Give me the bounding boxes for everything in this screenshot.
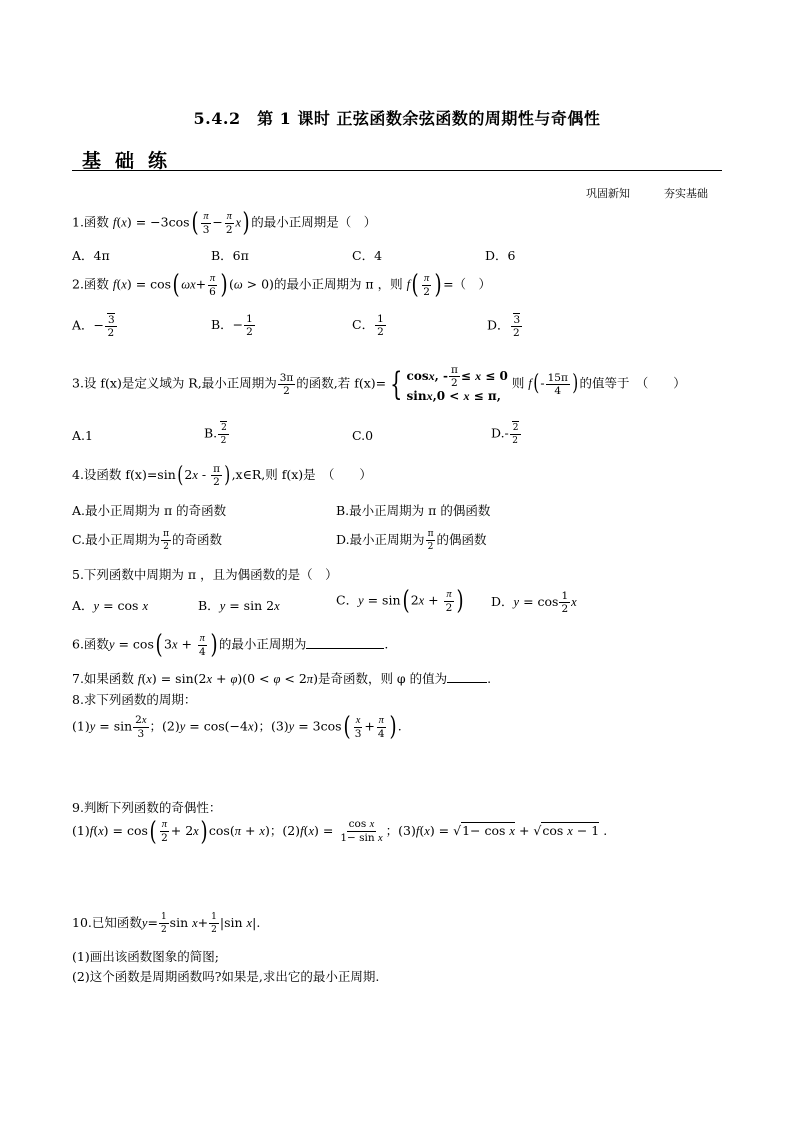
question-5: 5.下列函数中周期为 π ，且为偶函数的是（ ） bbox=[72, 567, 338, 582]
q3-option-a: A.1 bbox=[72, 428, 93, 443]
question-6: 6.函数y = cos( 3x + $\frac{\pi}{4}$ ) 的最小正周期为 . bbox=[72, 630, 389, 660]
question-10-part-1: (1)画出该函数图象的简图; bbox=[72, 949, 219, 964]
page-title: 5.4.2 第 1 课时 正弦函数余弦函数的周期性与奇偶性 bbox=[193, 109, 601, 128]
question-4: 4.设函数 f(x)=sin(2x - $\frac{\pi}{2}$ ),x∈R,则 f(x)是 （ ） bbox=[72, 462, 372, 488]
q3-option-c: C.0 bbox=[352, 428, 374, 443]
q1-option-b: B．6π bbox=[211, 248, 249, 263]
q1-option-c: C．4 bbox=[352, 248, 383, 263]
question-10: 10.已知函数y= $\frac{1}{2}$ sin x+ $\frac{1}{2}$ |sin x|. bbox=[72, 912, 261, 935]
tag-consolidate: 巩固新知 bbox=[586, 187, 630, 200]
question-3: 3.设 f(x)是定义域为 R,最小正周期为 $\frac{3\pi}{2}$ 的函数,若 f(x)= { cosx, - $\frac{\pi}{2}$ ≤ x ≤ 0 sinx,0 < x ≤ π, 则 f(- $\frac{15\pi}{4}$ )的值等于 （ ） bbox=[72, 364, 686, 403]
q5-option-b: B．y = sin 2x bbox=[198, 598, 280, 613]
q2-option-b: B．− $\frac{1}{2}$ bbox=[211, 313, 253, 338]
question-1: 1.函数 f(x) = −3cos( $\frac{\pi}{3}$ − $\frac{\pi}{2}$ x) 的最小正周期是（ ） bbox=[72, 208, 377, 238]
question-9: 9.判断下列函数的奇偶性： bbox=[72, 800, 222, 815]
q4-option-a: A.最小正周期为 π 的奇函数 bbox=[72, 503, 227, 518]
q6-answer-blank bbox=[306, 648, 384, 649]
section-heading: 基础练 bbox=[82, 150, 182, 172]
section-rule bbox=[72, 170, 722, 171]
q2-option-a: A．− $\frac{3}{2}$ bbox=[72, 314, 115, 339]
question-9-parts: (1)f(x) = cos( $\frac{\pi}{2}$ + 2x) cos(π + x)；(2)f(x) = $\frac{\text{cos x}}{\text{1− sin x}}$ ；(3)f(x) = √1− cos x + √cos x − 1 . bbox=[72, 816, 608, 847]
q5-option-c: C．y = sin( 2x + $\frac{\pi}{2}$ ) bbox=[336, 586, 464, 616]
q3-option-b: B. $\frac{2}{2}$ bbox=[204, 423, 227, 446]
q4-option-d: D.最小正周期为 $\frac{\pi}{2}$ 的偶函数 bbox=[336, 529, 487, 552]
q1-option-a: A．4π bbox=[72, 248, 110, 263]
q2-option-c: C． $\frac{1}{2}$ bbox=[352, 313, 384, 338]
question-2: 2.函数 f(x) = cos( ωx+ $\frac{\pi}{6}$ ) (ω > 0)的最小正周期为 π ，则 f( $\frac{\pi}{2}$ ) =（ ） bbox=[72, 270, 492, 300]
question-7: 7.如果函数 f(x) = sin(2x + φ)(0 < φ < 2π)是奇函数，则 φ 的值为 . bbox=[72, 671, 492, 686]
q5-option-a: A．y = cos x bbox=[72, 598, 148, 613]
question-8: 8.求下列函数的周期： bbox=[72, 692, 197, 707]
q5-option-d: D．y = cos $\frac{1}{2}$ x bbox=[491, 590, 577, 615]
q7-answer-blank bbox=[447, 682, 487, 683]
q2-option-d: D． $\frac{3}{2}$ bbox=[487, 314, 521, 339]
question-8-parts: (1)y = sin $\frac{2x}{3}$ ；(2)y = cos(−4x)；(3)y = 3cos( $\frac{x}{3}$ + $\frac{\pi}{4}$ ) . bbox=[72, 712, 402, 742]
question-10-part-2: (2)这个函数是周期函数吗?如果是,求出它的最小正周期. bbox=[72, 969, 380, 984]
q4-option-b: B.最小正周期为 π 的偶函数 bbox=[336, 503, 491, 518]
q3-option-d: D.- $\frac{2}{2}$ bbox=[491, 423, 519, 446]
q4-option-c: C.最小正周期为 $\frac{\pi}{2}$ 的奇函数 bbox=[72, 529, 223, 552]
tag-foundation: 夯实基础 bbox=[664, 187, 708, 200]
q1-option-d: D．6 bbox=[485, 248, 516, 263]
